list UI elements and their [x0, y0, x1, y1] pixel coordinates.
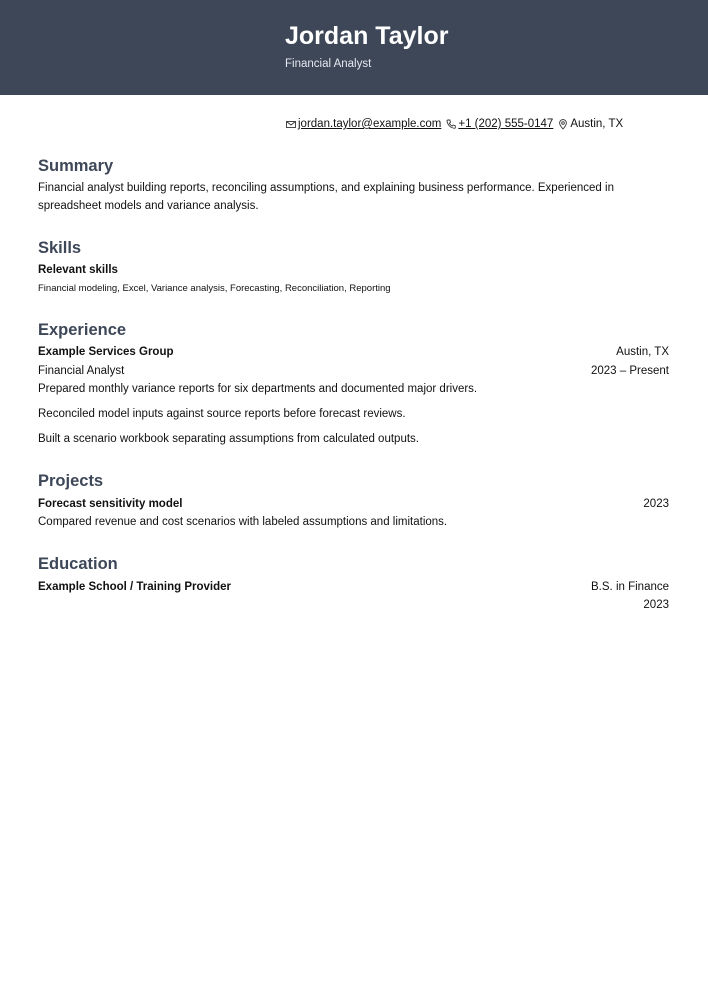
project-description: Compared revenue and cost scenarios with labeled assumptions and limitations. [38, 516, 448, 528]
education-school: Example School / Training Provider [38, 581, 231, 593]
candidate-title: Financial Analyst [285, 58, 372, 70]
contact-line [285, 116, 623, 132]
summary-text: Financial analyst building reports, reconciling assumptions, and explaining business performance. Experienced in spreadsheet models and variance analysis. [38, 182, 614, 212]
education-year: 2023 [643, 599, 669, 611]
experience-bullet: Reconciled model inputs against source reports before forecast reviews. [38, 408, 406, 420]
location-text: Austin, TX [570, 118, 624, 130]
experience-company: Example Services Group [38, 346, 174, 358]
skills-label: Relevant skills [38, 264, 118, 276]
summary-heading: Summary [38, 157, 114, 175]
resume-header [0, 0, 708, 95]
experience-role: Financial Analyst [38, 365, 125, 377]
experience-bullet: Built a scenario workbook separating assumptions from calculated outputs. [38, 433, 419, 445]
projects-heading: Projects [38, 472, 104, 490]
mail-icon [285, 118, 297, 130]
candidate-name: Jordan Taylor [285, 22, 449, 50]
project-name: Forecast sensitivity model [38, 498, 183, 510]
email-link[interactable]: jordan.taylor@example.com [298, 118, 442, 130]
phone-icon [445, 118, 457, 130]
skills-list: Financial modeling, Excel, Variance analysis, Forecasting, Reconciliation, Reporting [38, 283, 391, 294]
location-pin-icon [557, 118, 569, 130]
education-heading: Education [38, 555, 118, 573]
experience-heading: Experience [38, 321, 127, 339]
experience-bullet: Prepared monthly variance reports for six departments and documented major drivers. [38, 383, 478, 395]
experience-location: Austin, TX [616, 346, 669, 358]
project-year: 2023 [643, 498, 669, 510]
experience-dates: 2023 – Present [590, 365, 669, 377]
education-degree: B.S. in Finance [591, 581, 669, 593]
phone-link[interactable]: +1 (202) 555-0147 [458, 118, 554, 130]
skills-heading: Skills [38, 239, 82, 257]
